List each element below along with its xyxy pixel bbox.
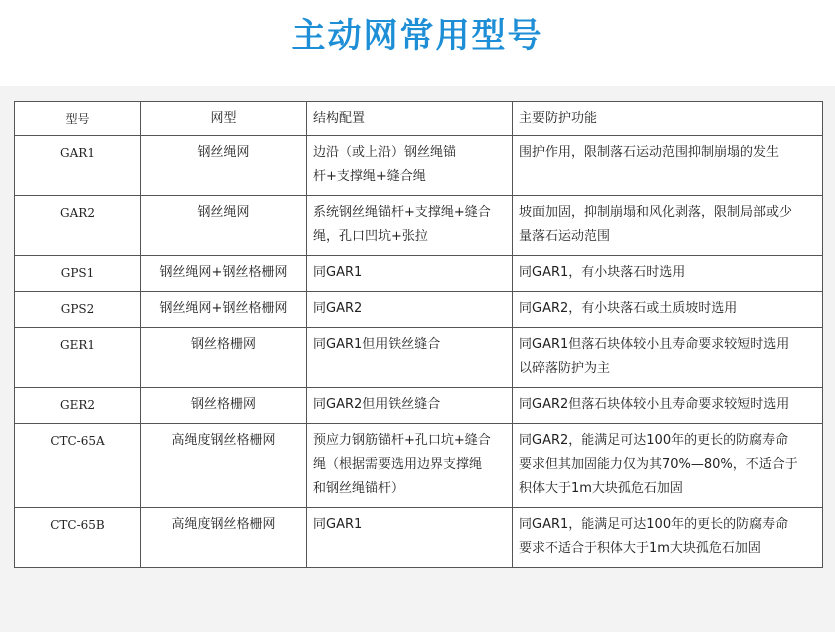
cell-structure-line: 杆+支撑绳+缝合绳 bbox=[313, 169, 426, 184]
table-row bbox=[15, 508, 823, 568]
cell-model: GER2 bbox=[15, 388, 141, 424]
table-row bbox=[15, 388, 823, 424]
cell-structure bbox=[307, 196, 513, 256]
cell-structure bbox=[307, 424, 513, 508]
header-model: 型号 bbox=[15, 102, 141, 136]
cell-function-line: 围护作用，限制落石运动范围抑制崩塌的发生 bbox=[519, 145, 780, 160]
cell-function bbox=[513, 136, 823, 196]
models-table bbox=[14, 101, 823, 568]
header-function: 主要防护功能 bbox=[513, 102, 823, 136]
cell-function bbox=[513, 292, 823, 328]
cell-net-type: 高绳度钢丝格栅网 bbox=[141, 424, 307, 508]
cell-function bbox=[513, 424, 823, 508]
table-body bbox=[15, 136, 823, 568]
cell-function-line: 以碎落防护为主 bbox=[519, 361, 611, 376]
cell-structure bbox=[307, 388, 513, 424]
cell-structure-line: 绳，孔口凹坑+张拉 bbox=[313, 229, 428, 244]
cell-function-line: 量落石运动范围 bbox=[519, 229, 611, 244]
table-row bbox=[15, 328, 823, 388]
cell-net-type: 钢丝绳网 bbox=[141, 196, 307, 256]
models-table-container bbox=[14, 101, 822, 568]
cell-structure-line: 同GAR1 bbox=[313, 265, 363, 280]
table-row bbox=[15, 256, 823, 292]
cell-net-type: 钢丝绳网+钢丝格栅网 bbox=[141, 292, 307, 328]
cell-function bbox=[513, 328, 823, 388]
cell-function bbox=[513, 508, 823, 568]
header-structure: 结构配置 bbox=[307, 102, 513, 136]
cell-structure-line: 同GAR1 bbox=[313, 517, 363, 532]
cell-structure bbox=[307, 292, 513, 328]
cell-function-line: 同GAR2但落石块体较小且寿命要求较短时选用 bbox=[519, 397, 790, 412]
cell-model: CTC-65B bbox=[15, 508, 141, 568]
cell-net-type: 钢丝绳网+钢丝格栅网 bbox=[141, 256, 307, 292]
cell-model: GAR1 bbox=[15, 136, 141, 196]
cell-structure-line: 预应力钢筋锚杆+孔口坑+缝合 bbox=[313, 433, 491, 448]
cell-structure-line: 同GAR1但用铁丝缝合 bbox=[313, 337, 441, 352]
table-row bbox=[15, 196, 823, 256]
cell-structure bbox=[307, 328, 513, 388]
cell-function bbox=[513, 256, 823, 292]
cell-structure bbox=[307, 508, 513, 568]
cell-function bbox=[513, 388, 823, 424]
cell-model: CTC-65A bbox=[15, 424, 141, 508]
cell-function-line: 同GAR2，能满足可达100年的更长的防腐寿命 bbox=[519, 433, 789, 448]
cell-structure-line: 同GAR2但用铁丝缝合 bbox=[313, 397, 441, 412]
cell-function-line: 积体大于1m大块孤危石加固 bbox=[519, 481, 683, 496]
cell-model: GAR2 bbox=[15, 196, 141, 256]
cell-structure-line: 系统钢丝绳锚杆+支撑绳+缝合 bbox=[313, 205, 491, 220]
cell-structure bbox=[307, 256, 513, 292]
page-title: 主动网常用型号 bbox=[291, 16, 544, 56]
cell-structure-line: 同GAR2 bbox=[313, 301, 363, 316]
cell-function-line: 要求不适合于积体大于1m大块孤危石加固 bbox=[519, 541, 761, 556]
table-header-row bbox=[15, 102, 823, 136]
header-net-type: 网型 bbox=[141, 102, 307, 136]
cell-model: GER1 bbox=[15, 328, 141, 388]
cell-function-line: 要求但其加固能力仅为其70%—80%，不适合于 bbox=[519, 457, 798, 472]
cell-net-type: 钢丝绳网 bbox=[141, 136, 307, 196]
cell-function-line: 同GAR1，有小块落石时选用 bbox=[519, 265, 686, 280]
cell-model: GPS2 bbox=[15, 292, 141, 328]
cell-net-type: 钢丝格栅网 bbox=[141, 328, 307, 388]
cell-function-line: 同GAR2，有小块落石或土质坡时选用 bbox=[519, 301, 738, 316]
table-row bbox=[15, 292, 823, 328]
cell-function-line: 同GAR1，能满足可达100年的更长的防腐寿命 bbox=[519, 517, 789, 532]
cell-model: GPS1 bbox=[15, 256, 141, 292]
cell-function-line: 同GAR1但落石块体较小且寿命要求较短时选用 bbox=[519, 337, 790, 352]
cell-structure bbox=[307, 136, 513, 196]
cell-function-line: 坡面加固，抑制崩塌和风化剥落，限制局部或少 bbox=[519, 205, 793, 220]
page-header bbox=[0, 0, 835, 86]
cell-net-type: 钢丝格栅网 bbox=[141, 388, 307, 424]
table-row bbox=[15, 136, 823, 196]
cell-structure-line: 和钢丝绳锚杆） bbox=[313, 481, 405, 496]
table-row bbox=[15, 424, 823, 508]
cell-structure-line: 绳（根据需要选用边界支撑绳 bbox=[313, 457, 483, 472]
cell-function bbox=[513, 196, 823, 256]
cell-net-type: 高绳度钢丝格栅网 bbox=[141, 508, 307, 568]
cell-structure-line: 边沿（或上沿）钢丝绳锚 bbox=[313, 145, 457, 160]
